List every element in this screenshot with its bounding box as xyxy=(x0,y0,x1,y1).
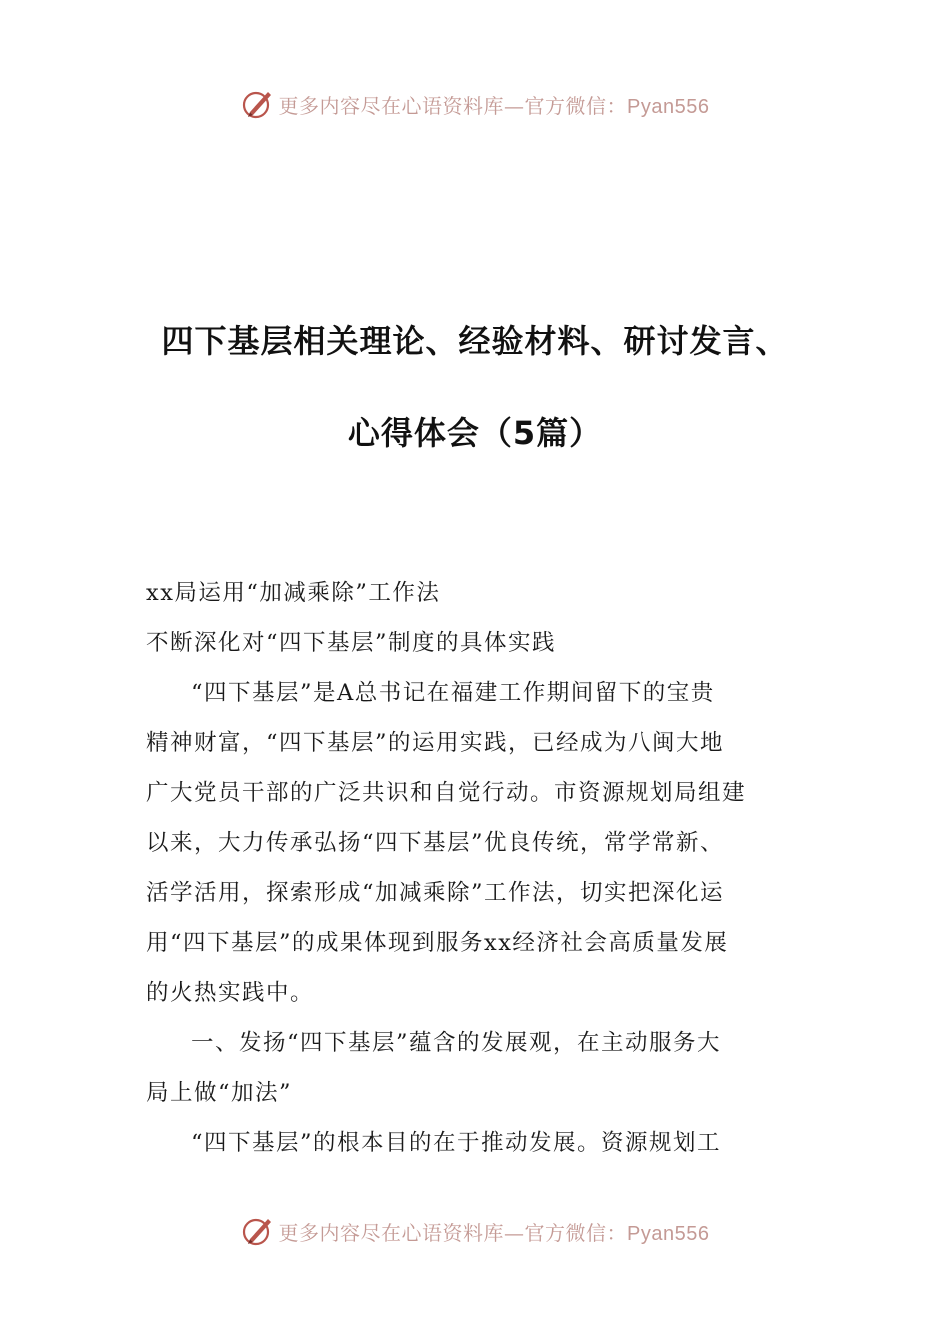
document-title-line-2: 心得体会（5篇） xyxy=(347,414,603,452)
pen-logo-icon xyxy=(241,1214,275,1248)
paragraph-1-line-1: “四下基层”是A总书记在福建工作期间留下的宝贵 xyxy=(191,680,715,706)
document-title-line-1: 四下基层相关理论、经验材料、研讨发言、 xyxy=(161,322,789,360)
section-1-heading-line-2: 局上做“加法” xyxy=(146,1080,293,1106)
pen-logo-icon xyxy=(241,87,275,121)
watermark-header xyxy=(0,84,950,124)
paragraph-1-line-5: 活学活用，探索形成“加减乘除”工作法，切实把深化运 xyxy=(146,880,725,906)
paragraph-1-line-2: 精神财富，“四下基层”的运用实践，已经成为八闽大地 xyxy=(146,730,725,756)
article-heading-2: 不断深化对“四下基层”制度的具体实践 xyxy=(146,630,557,656)
section-1-heading-line-1: 一、发扬“四下基层”蕴含的发展观，在主动服务大 xyxy=(191,1030,722,1056)
watermark-footer xyxy=(0,1211,950,1251)
paragraph-2-line-1: “四下基层”的根本目的在于推动发展。资源规划工 xyxy=(191,1130,722,1156)
paragraph-1-line-6: 用“四下基层”的成果体现到服务xx经济社会高质量发展 xyxy=(146,930,729,956)
paragraph-1-line-3: 广大党员干部的广泛共识和自觉行动。市资源规划局组建 xyxy=(146,780,747,806)
article-body xyxy=(146,568,808,1168)
article-heading-1: xx局运用“加减乘除”工作法 xyxy=(146,580,441,606)
paragraph-1-line-7: 的火热实践中。 xyxy=(146,980,315,1006)
paragraph-1-line-4: 以来，大力传承弘扬“四下基层”优良传统，常学常新、 xyxy=(146,830,725,856)
watermark-text: 更多内容尽在心语资料库—官方微信：Pyan556 xyxy=(278,1220,710,1245)
watermark-text: 更多内容尽在心语资料库—官方微信：Pyan556 xyxy=(278,93,710,118)
